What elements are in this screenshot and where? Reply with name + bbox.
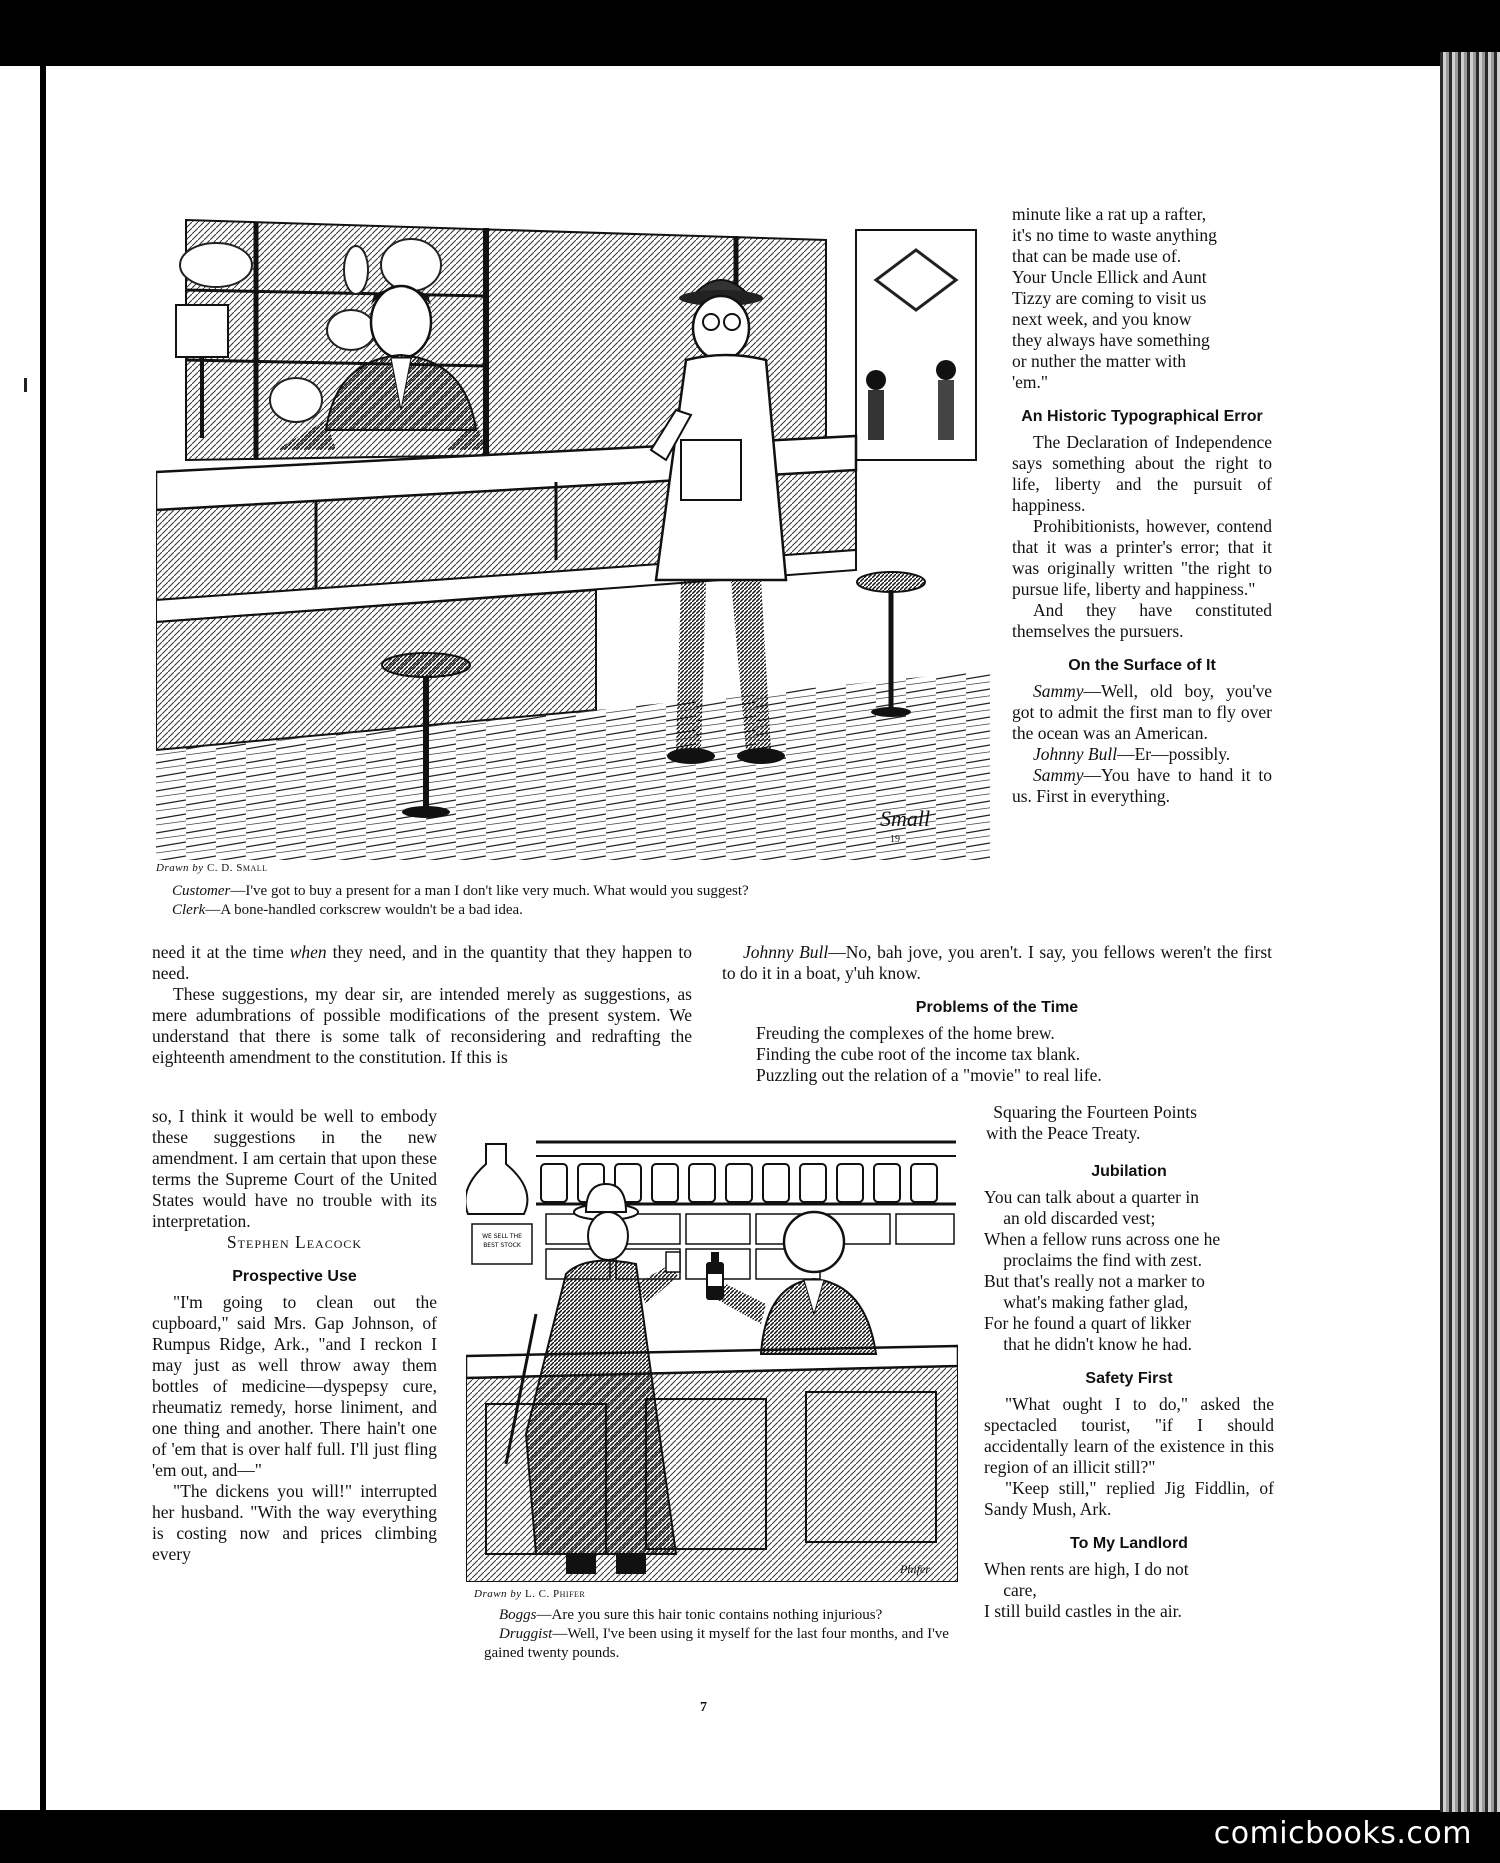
right-column-bottom xyxy=(984,1148,1274,1622)
paragraph: "The dickens you will!" interrupted her husband. "With the way everything is costing now and prices climbing every xyxy=(152,1481,437,1564)
caption-line-customer: Customer—I've got to buy a present for a man I don't like very much. What would you suggest? xyxy=(172,883,749,899)
bottom-cartoon-artist-signature: Phifer xyxy=(900,1562,930,1576)
paragraph: "Keep still," replied Jig Fiddlin, of Sandy Mush, Ark. xyxy=(984,1478,1274,1519)
left-column-upper xyxy=(152,942,692,1068)
margin-mark xyxy=(24,378,27,392)
top-cartoon-credit: Drawn by C. D. Small xyxy=(156,862,268,874)
jubilation-poem: You can talk about a quarter in an old discarded vest; When a fellow runs across one he proclaims the find with zest. But that's really not a marker to what's making father glad, For he found a quart of likker that he didn't know he had. xyxy=(984,1187,1221,1354)
left-column-lower xyxy=(152,1106,437,1565)
caption-line-boggs: Boggs—Are you sure this hair tonic contains nothing injurious? xyxy=(499,1607,883,1623)
heading-jubilation: Jubilation xyxy=(1091,1163,1167,1180)
right-column-top xyxy=(1012,204,1272,807)
author-signature: Stephen Leacock xyxy=(226,1232,363,1252)
top-cartoon-artist-signature: Small xyxy=(880,806,931,831)
top-cartoon-signature-year: 19 xyxy=(890,834,900,845)
paragraph: The Declaration of Independence says something about the right to life, liberty and the pursuit of happiness. xyxy=(1012,432,1272,515)
problems-list: Freuding the complexes of the home brew. Finding the cube root of the income tax blank. Puzzling out the relation of a "movie" to real life. xyxy=(756,1023,1102,1085)
pharmacy-sign-text: WE SELL THE BEST STOCK xyxy=(482,1233,522,1249)
continuation-text: minute like a rat up a rafter, it's no time to waste anything that can be made use of. Your Uncle Ellick and Aunt Tizzy are coming to visit us next week, and you know they always have something or nuther the matter with 'em." xyxy=(1012,204,1217,392)
dialogue-line: Johnny Bull—Er—possibly. xyxy=(1033,744,1231,764)
heading-prospective-use: Prospective Use xyxy=(232,1268,357,1285)
heading-problems-of-the-time: Problems of the Time xyxy=(915,999,1079,1016)
problems-list-tail: Squaring the Fourteen Points with the Peace Treaty. xyxy=(986,1102,1197,1143)
bottom-cartoon-caption xyxy=(484,1606,954,1663)
page-number: 7 xyxy=(700,1700,707,1715)
caption-line-clerk: Clerk—A bone-handled corkscrew wouldn't be a bad idea. xyxy=(172,902,523,918)
heading-historic-typographical-error: An Historic Typographical Error xyxy=(1021,408,1263,425)
top-cartoon-caption xyxy=(172,882,992,920)
heading-to-my-landlord: To My Landlord xyxy=(1070,1535,1188,1552)
paragraph: need it at the time when they need, and in the quantity that they happen to need. xyxy=(152,942,693,983)
paragraph: "I'm going to clean out the cupboard," said Mrs. Gap Johnson, of Rumpus Ridge, Ark., "and I reckon I may just as well throw away them bottles of medicine—dyspepsy cure, rheumatiz remedy, horse liniment, and one thing and another. There hain't one of 'em that is over half full. I'll just fling 'em out, and—" xyxy=(152,1292,437,1480)
book-page-edges xyxy=(1440,52,1500,1812)
paragraph: "What ought I to do," asked the spectacled tourist, "if I should accidentally learn of the existence in this region of an illicit still?" xyxy=(984,1394,1274,1477)
caption-line-druggist: Druggist—Well, I've been using it myself for the last four months, and I've gained twenty pounds. xyxy=(484,1626,949,1661)
cartoon-pharmacy-illustration xyxy=(466,1134,958,1582)
emphasized-word: when xyxy=(289,942,327,962)
middle-right-text xyxy=(722,942,1272,1086)
problems-list-continued xyxy=(986,1102,1276,1144)
dialogue-line: Johnny Bull—No, bah jove, you aren't. I say, you fellows weren't the first to do it in a boat, y'uh know. xyxy=(722,942,1272,983)
dialogue-line: Sammy—You have to hand it to us. First in everything. xyxy=(1012,765,1272,806)
paragraph: These suggestions, my dear sir, are intended merely as suggestions, as mere adumbrations of possible modifications of the present system. We understand that there is some talk of reconsidering and redrafting the eighteenth amendment to the constitution. If this is xyxy=(152,984,692,1067)
cartoon-jewelry-store-illustration xyxy=(156,210,990,860)
landlord-poem: When rents are high, I do not care, I still build castles in the air. xyxy=(984,1559,1189,1621)
heading-on-the-surface-of-it: On the Surface of It xyxy=(1068,657,1216,674)
heading-safety-first: Safety First xyxy=(1085,1370,1173,1387)
paragraph: Prohibitionists, however, contend that it was a printer's error; that it was originally written "the right to pursue life, liberty and happiness." xyxy=(1012,516,1272,599)
paragraph: so, I think it would be well to embody these suggestions in the new amendment. I am certain that upon these terms the Supreme Court of the United States would have no trouble with its interpretation. xyxy=(152,1106,437,1231)
dialogue-line: Sammy—Well, old boy, you've got to admit the first man to fly over the ocean was an American. xyxy=(1012,681,1272,743)
bottom-cartoon-credit: Drawn by L. C. Phifer xyxy=(474,1588,586,1600)
paragraph: And they have constituted themselves the pursuers. xyxy=(1012,600,1272,641)
watermark: comicbooks.com xyxy=(1213,1816,1472,1851)
facing-page-edge xyxy=(0,66,40,1810)
